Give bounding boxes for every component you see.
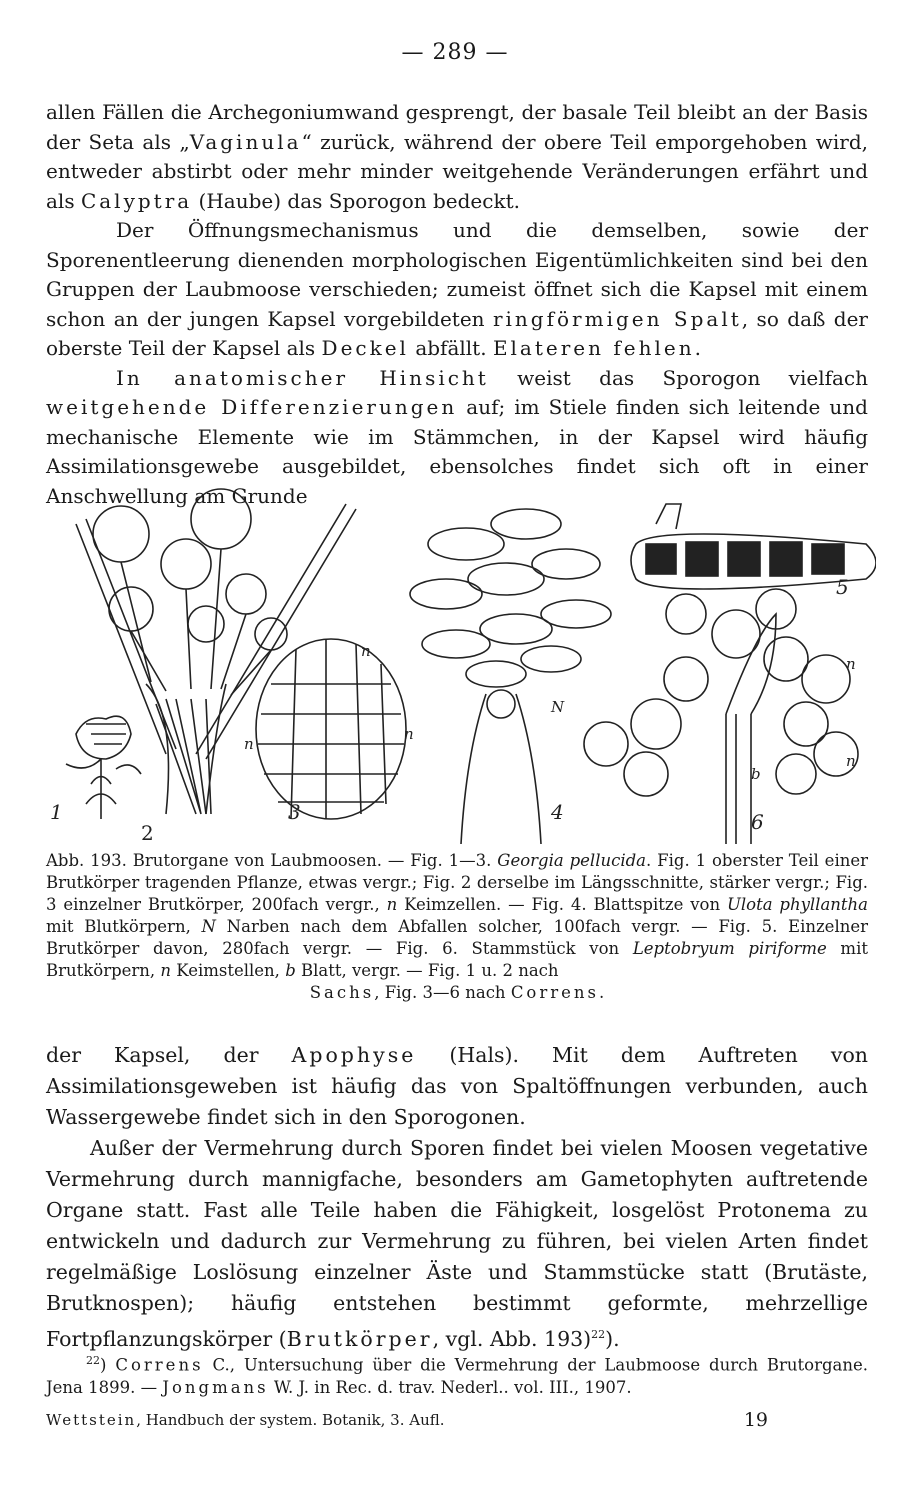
paragraph-1: allen Fällen die Archegoniumwand gesprengt, der basale Teil bleibt an der Basis der Seta als „Vaginula“ zurück, während der obere Teil emporgehoben wird, entweder abstirbt oder mehr minder weitgehende Veränderungen erfährt und als Calyptra (Haube) das Sporogon bedeckt. [46, 100, 869, 213]
paragraph-5: Außer der Vermehrung durch Sporen findet bei vielen Moosen vegetative Vermehrung durch mannigfache, besonders am Gametophyten auftretende Organe statt. Fast alle Teile haben die Fähigkeit, losgelöst Protonema zu entwickeln und dadurch zur Vermehrung zu führen, bei vielen Arten findet regelmäßige Loslösung einzelner Äste und Stammstücke statt (Brutäste, Brutknospen); häufig entstehen bestimmt geformte, mehrzellige Fortpflanzungskörper (Brutkörper, vgl. Abb. 193)$^{22}$). [46, 1136, 868, 1351]
fig2-section [76, 489, 356, 814]
fig3-brood-body [256, 639, 406, 819]
paragraph-2: Der Öffnungsmechanismus und die demselben, sowie der Sporenentleerung dienenden morphologischen Eigentümlichkeiten sind bei den Gruppen der Laubmoose verschieden; zumeist öffnet sich die Kapsel mit einem schon an der jungen Kapsel vorgebildeten ringförmigen Spalt, so daß der oberste Teil der Kapsel als Deckel abfällt. Elateren fehlen. [46, 218, 868, 360]
page-number: — 289 — [401, 40, 509, 65]
footnote: $^{22}$) Correns C., Untersuchung über die Vermehrung der Laubmoose durch Brutorgane. Jena 1899. — Jongmans W. J. in Rec. d. trav. Nederl.. vol. III., 1907. [46, 1354, 869, 1397]
top-text [46, 98, 868, 511]
fig4-leaf-tip [410, 509, 611, 844]
label-n-fig6-bottom: n [846, 752, 856, 770]
label-b-fig6: b [751, 765, 761, 783]
paragraph-4: der Kapsel, der Apophyse (Hals). Mit dem Auftreten von Assimilationsgeweben ist häufig das von Spaltöffnungen verbunden, auch Wassergewebe findet sich in den Sporogonen. [46, 1043, 869, 1129]
moss-brood-organs-illustration [46, 484, 876, 844]
page-footer: Wettstein, Handbuch der system. Botanik, 3. Aufl. 19 [46, 1409, 768, 1431]
fig-label-4: 4 [551, 800, 564, 824]
sheet-number: 19 [743, 1409, 768, 1431]
fig-label-5: 5 [836, 575, 849, 599]
label-n-fig6-top: n [846, 655, 856, 673]
fig-label-6: 6 [751, 810, 764, 834]
label-n-fig3-top: n [361, 642, 371, 660]
fig-label-3: 3 [288, 800, 301, 824]
fig6-stem-piece [584, 589, 858, 844]
fig1-plant [66, 716, 141, 819]
label-N-fig4: N [551, 698, 565, 716]
body-text [46, 1040, 868, 1355]
label-n-fig3-right: n [404, 725, 414, 743]
fig-label-1: 1 [50, 800, 63, 824]
figure-caption: Abb. 193. Brutorgane von Laubmoosen. — Fig. 1—3. Georgia pellucida. Fig. 1 oberster Teil einer Brutkörper tragenden Pflanze, etwas vergr.; Fig. 2 derselbe im Längsschnitte, stärker vergr.; Fig. 3 einzelner Brutkörper, 200fach vergr., n Keimzellen. — Fig. 4. Blattspitze von Ulota phyllantha mit Blutkörpern, N Narben nach dem Abfallen solcher, 100fach vergr. — Fig. 5. Einzelner Brutkörper davon, 280fach vergr. — Fig. 6. Stammstück von Leptobryum piriforme mit Brutkörpern, n Keimstellen, b Blatt, vergr. — Fig. 1 u. 2 nach Sachs, Fig. 3—6 nach Correns. [46, 851, 869, 1002]
paragraph-3: In anatomischer Hinsicht weist das Sporogon vielfach weitgehende Differenzierungen auf; im Stiele finden sich leitende und mechanische Elemente wie im Stämmchen, in der Kapsel wird häufig Assimilationsgewebe ausgebildet, ebensolches findet sich oft in einer Anschwellung am Grunde [46, 365, 868, 508]
label-n-fig3-left: n [244, 735, 254, 753]
fig-label-2: 2 [141, 821, 154, 844]
